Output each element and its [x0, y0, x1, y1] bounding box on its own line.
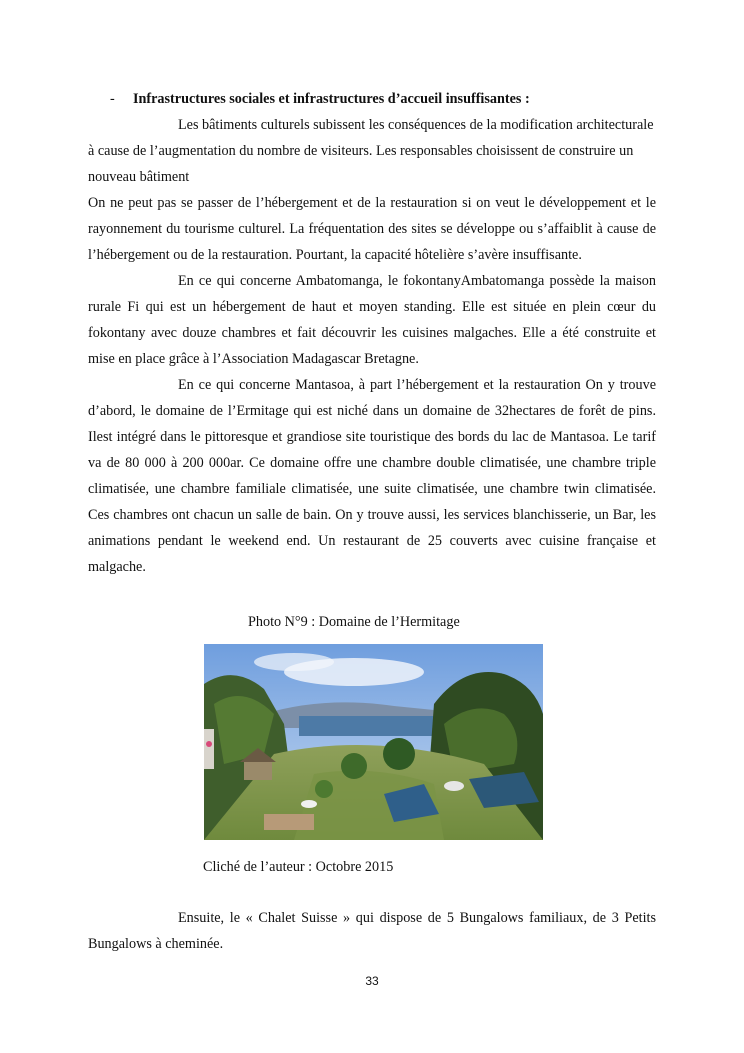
paragraph-ambatomanga: En ce qui concerne Ambatomanga, le fokontanyAmbatomanga possède la maison rurale Fi qui est un hébergement de haut et moyen standing. Elle est située en plein cœur du fokontany avec douze chambres et fait découvrir les cuisines malgaches. Elle a été construite et mise en place grâce à l’Association Madagascar Bretagne. [88, 273, 656, 367]
paragraph-chalet-suisse: Ensuite, le « Chalet Suisse » qui dispose de 5 Bungalows familiaux, de 3 Petits Bungalows à cheminée. [88, 910, 656, 952]
paragraph-accommodation: On ne peut pas se passer de l’hébergement et de la restauration si on veut le développement et le rayonnement du tourisme culturel. La fréquentation des sites se développe ou s’affaiblit à cause de l’hébergement ou de la restauration. Pourtant, la capacité hôtelière s’avère insuffisante. [88, 195, 656, 263]
text-block-lower [88, 905, 656, 957]
heading-text: Infrastructures sociales et infrastructures d’accueil insuffisantes : [133, 91, 530, 107]
page-number: 33 [365, 974, 379, 988]
paragraph-buildings: Les bâtiments culturels subissent les conséquences de la modification architecturale à cause de l’augmentation du nombre de visiteurs. Les responsables choisissent de construire un nouveau bâtiment [88, 117, 654, 185]
text-block-upper [88, 112, 656, 580]
bullet-dash: - [110, 91, 115, 107]
photo-domaine-hermitage [204, 644, 543, 840]
figure-credit: Cliché de l’auteur : Octobre 2015 [203, 859, 394, 875]
figure-title: Photo N°9 : Domaine de l’Hermitage [248, 614, 460, 630]
paragraph-mantasoa: En ce qui concerne Mantasoa, à part l’hébergement et la restauration On y trouve d’abord, le domaine de l’Ermitage qui est niché dans un domaine de 32hectares de forêt de pins. Ilest intégré dans le pittoresque et grandiose site touristique des bords du lac de Mantasoa. Le tarif va de 80 000 à 200 000ar. Ce domaine offre une chambre double climatisée, une chambre triple climatisée, une chambre familiale climatisée, une suite climatisée, une chambre twin climatisée. Ces chambres ont chacun un salle de bain. On y trouve aussi, les services blanchisserie, un Bar, les animations pendant le weekend end. Un restaurant de 25 couverts avec cuisine française et malgache. [88, 377, 656, 575]
